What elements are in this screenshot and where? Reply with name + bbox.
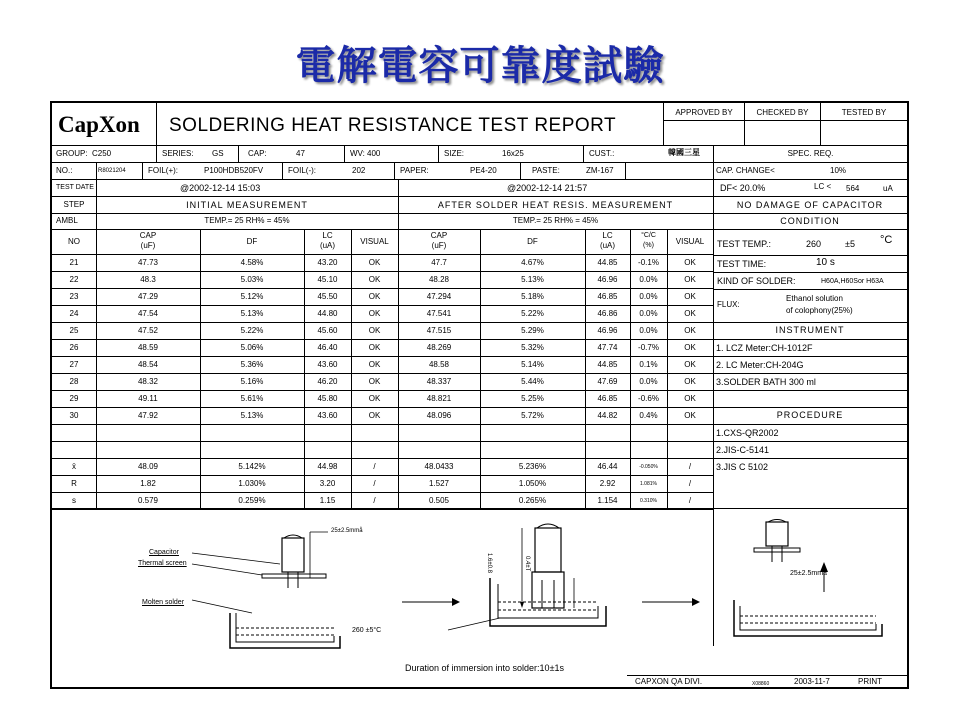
table-header-cell: CAP (uF)	[430, 231, 448, 250]
table-cell: 47.73	[137, 258, 159, 267]
molten-solder-label: Molten solder	[142, 599, 185, 606]
instrument-2: 2. LC Meter:CH-204G	[716, 360, 804, 370]
foil-neg-value: 202	[352, 166, 366, 175]
table-cell: OK	[368, 411, 381, 420]
date-initial: @2002-12-14 15:03	[180, 183, 261, 193]
table-cell: 5.13%	[521, 275, 544, 284]
table-cell: OK	[684, 377, 696, 386]
table-cell: 5.36%	[240, 360, 264, 369]
table-cell: 21	[69, 258, 79, 267]
dimension-label-3: 25±2.5mmå	[790, 570, 827, 577]
table-cell: /	[373, 479, 376, 488]
table-cell: x̄	[72, 462, 76, 471]
size-value: 16x25	[502, 149, 524, 158]
table-cell: OK	[684, 326, 696, 335]
table-cell: 5.16%	[240, 377, 264, 386]
cust-label: CUST.:	[589, 149, 615, 158]
table-cell: OK	[368, 275, 381, 284]
procedure-1: 1.CXS-QR2002	[716, 428, 779, 438]
table-cell: -0.7%	[638, 343, 659, 352]
table-cell: 0.579	[137, 496, 159, 505]
spec-req: SPEC. REQ.	[787, 149, 834, 158]
table-cell: 0.0%	[639, 377, 658, 386]
table-header-cell: NO	[68, 237, 80, 246]
procedure-2: 2.JIS-C-5141	[716, 445, 770, 455]
table-cell: 0.4%	[639, 411, 658, 420]
footer-print: PRINT	[858, 677, 882, 686]
table-cell: 5.13%	[240, 309, 264, 318]
table-cell: s	[72, 496, 76, 505]
test-report	[50, 101, 909, 689]
capacitor-label: Capacitor	[149, 549, 179, 556]
solder-label: KIND OF SOLDER:	[717, 276, 796, 286]
company-logo: CapXon	[58, 112, 140, 137]
footer-company: CAPXON QA DIVI.	[635, 677, 703, 686]
table-cell: 22	[69, 275, 79, 284]
table-cell: 25	[69, 326, 79, 335]
table-cell: 4.67%	[521, 258, 544, 267]
table-header-cell: LC (uA)	[599, 231, 616, 250]
foil-pos-label: FOIL(+):	[148, 166, 179, 175]
table-cell: 48.09	[137, 462, 159, 471]
table-cell: 48.337	[426, 377, 452, 386]
lc-unit: uA	[883, 184, 893, 193]
approved-by-label: APPROVED BY	[675, 108, 733, 117]
paper-value: PE4-20	[470, 166, 497, 175]
table-cell: /	[688, 462, 692, 471]
table-cell: 43.20	[317, 258, 338, 267]
table-header-cell: DF	[246, 237, 258, 246]
stage-2-illustration	[448, 524, 606, 630]
table-cell: OK	[368, 326, 381, 335]
table-cell: 46.44	[597, 462, 618, 471]
table-cell: 48.58	[428, 360, 450, 369]
table-cell: 45.10	[317, 275, 338, 284]
table-cell: 47.541	[426, 309, 452, 318]
table-cell: 46.85	[597, 394, 618, 403]
table-cell: 1.050%	[518, 479, 547, 488]
instrument-3: 3.SOLDER BATH 300 ml	[716, 377, 816, 387]
table-cell: OK	[684, 411, 696, 420]
table-cell: 47.69	[597, 377, 618, 386]
cap-change-label: CAP. CHANGE<	[716, 166, 775, 175]
table-cell: -0.6%	[638, 394, 659, 403]
table-cell: OK	[368, 343, 381, 352]
table-header-cell: °C/C (%)	[641, 232, 656, 249]
cap-value: 47	[296, 149, 305, 158]
table-cell: 48.28	[428, 275, 450, 284]
group-label: GROUP:	[56, 149, 88, 158]
table-cell: 46.86	[597, 309, 618, 318]
table-cell: 5.32%	[521, 343, 544, 352]
table-cell: 4.58%	[240, 258, 264, 267]
series-label: SERIES:	[162, 149, 194, 158]
table-cell: 5.14%	[521, 360, 544, 369]
after-measurement: AFTER SOLDER HEAT RESIS. MEASUREMENT	[437, 200, 674, 210]
table-cell: 5.22%	[240, 326, 264, 335]
table-cell: 5.13%	[240, 411, 264, 420]
cust-value: 韓國三星	[668, 148, 700, 157]
table-cell: -0.1%	[638, 258, 659, 267]
table-cell: 45.80	[317, 394, 338, 403]
table-cell: 1.82	[140, 479, 156, 488]
table-cell: 46.96	[597, 326, 618, 335]
procedure-label: PROCEDURE	[776, 410, 844, 420]
table-cell: OK	[368, 258, 381, 267]
foil-pos-value: P100HDB520FV	[204, 166, 264, 175]
test-temp-value: 260	[806, 239, 822, 249]
table-cell: R	[71, 479, 77, 488]
test-temp-unit: °C	[880, 234, 893, 246]
table-cell: 5.18%	[521, 292, 544, 301]
table-cell: 29	[69, 394, 79, 403]
table-cell: 48.3	[140, 275, 156, 284]
table-cell: 5.44%	[521, 377, 544, 386]
table-cell: 48.096	[426, 411, 452, 420]
wv-label: WV: 400	[350, 149, 381, 158]
temperature-label: 260 ±5°C	[352, 627, 382, 634]
table-header-cell: LC (uA)	[319, 231, 336, 250]
table-cell: 48.59	[137, 343, 159, 352]
lc-limit: LC <	[814, 182, 832, 191]
table-cell: 47.294	[426, 292, 452, 301]
table-cell: 0.0%	[639, 309, 658, 318]
no-label: NO.:	[56, 166, 73, 175]
table-cell: 28	[69, 377, 79, 386]
test-date-label: TEST DATE	[56, 184, 94, 191]
table-cell: 1.15	[319, 496, 336, 505]
table-header-cell: DF	[527, 237, 538, 246]
flux-label: FLUX:	[717, 300, 740, 309]
step-label: STEP	[63, 200, 85, 209]
test-time-label: TEST TIME:	[717, 259, 767, 269]
table-cell: 47.74	[597, 343, 618, 352]
table-cell: 0.505	[428, 496, 450, 505]
footer-date: 2003-11-7	[794, 677, 830, 686]
table-cell: 0.259%	[238, 496, 266, 505]
condition-label: CONDITION	[780, 216, 840, 226]
table-cell: 0.310%	[640, 498, 657, 504]
lc-value: 564	[846, 184, 860, 193]
table-cell: 47.515	[426, 326, 452, 335]
thermal-screen-label: Thermal screen	[138, 560, 187, 567]
procedure-3: 3.JIS C 5102	[716, 462, 769, 472]
table-cell: 30	[69, 411, 79, 420]
table-header-cell: VISUAL	[675, 237, 705, 246]
table-cell: 5.03%	[240, 275, 264, 284]
table-cell: OK	[368, 394, 381, 403]
table-header-cell: VISUAL	[360, 237, 389, 246]
table-cell: /	[373, 496, 376, 505]
report-title: SOLDERING HEAT RESISTANCE TEST REPORT	[169, 115, 617, 136]
lead-left-label: 1.6±0.8	[486, 553, 492, 573]
table-cell: OK	[684, 258, 696, 267]
table-cell: 47.54	[137, 309, 159, 318]
ambl-label: AMBL	[56, 216, 78, 225]
group-value: C250	[92, 149, 112, 158]
table-cell: 2.92	[599, 479, 616, 488]
flux-value-1: Ethanol solution	[786, 294, 843, 303]
table-cell: 44.82	[597, 411, 618, 420]
table-cell: 49.11	[138, 394, 158, 403]
table-cell: 0.265%	[518, 496, 547, 505]
table-cell: 1.030%	[238, 479, 266, 488]
instrument-label: INSTRUMENT	[775, 325, 845, 335]
table-cell: 0.1%	[639, 360, 658, 369]
temp-after: TEMP.= 25 RH% = 45%	[512, 216, 599, 225]
table-cell: OK	[368, 292, 381, 301]
table-cell: 44.85	[597, 258, 618, 267]
paper-label: PAPER:	[400, 166, 429, 175]
table-cell: 44.85	[597, 360, 618, 369]
table-cell: 5.06%	[240, 343, 264, 352]
date-after: @2002-12-14 21:57	[507, 183, 588, 193]
table-cell: /	[373, 462, 376, 471]
no-damage: NO DAMAGE OF CAPACITOR	[736, 200, 884, 210]
table-cell: 45.60	[317, 326, 338, 335]
table-cell: 5.236%	[518, 462, 547, 471]
solder-value: H60A,H60Sor H63A	[821, 278, 884, 285]
table-cell: 0.0%	[639, 292, 658, 301]
df-limit: DF< 20.0%	[720, 183, 766, 193]
table-cell: 48.269	[426, 343, 452, 352]
paste-label: PASTE:	[532, 166, 560, 175]
table-cell: 1.081%	[640, 481, 657, 487]
temp-initial: TEMP.= 25 RH% = 45%	[204, 216, 290, 225]
test-time-value: 10 s	[816, 257, 835, 268]
table-cell: 47.52	[137, 326, 159, 335]
table-cell: 5.25%	[521, 394, 544, 403]
table-cell: 44.80	[317, 309, 338, 318]
test-temp-tol: ±5	[845, 239, 855, 249]
table-cell: OK	[684, 309, 696, 318]
table-cell: 46.85	[597, 292, 618, 301]
table-cell: 43.60	[317, 360, 338, 369]
immersion-duration: Duration of immersion into solder:10±1s	[405, 663, 565, 673]
table-cell: OK	[684, 292, 696, 301]
table-cell: 3.20	[319, 479, 336, 488]
table-cell: 46.96	[597, 275, 618, 284]
table-cell: 47.29	[137, 292, 159, 301]
table-cell: 24	[69, 309, 79, 318]
lead-right-label: 0.4±T	[524, 556, 530, 572]
table-cell: 43.60	[317, 411, 338, 420]
table-cell: 48.0433	[424, 462, 454, 471]
size-label: SIZE:	[444, 149, 465, 158]
no-value: R8021204	[98, 168, 126, 174]
table-cell: 46.40	[317, 343, 338, 352]
initial-measurement: INITIAL MEASUREMENT	[186, 200, 308, 210]
table-cell: 27	[69, 360, 79, 369]
instrument-1: 1. LCZ Meter:CH-1012F	[716, 343, 813, 353]
table-cell: OK	[368, 377, 381, 386]
table-cell: 1.527	[428, 479, 450, 488]
table-cell: 0.0%	[639, 326, 658, 335]
table-cell: 48.54	[137, 360, 159, 369]
table-cell: 23	[69, 292, 79, 301]
test-temp-label: TEST TEMP.:	[717, 239, 772, 249]
table-cell: OK	[368, 309, 381, 318]
table-header-cell: CAP (uF)	[139, 231, 157, 250]
table-cell: -0.050%	[639, 464, 658, 470]
table-cell: OK	[684, 275, 696, 284]
cap-change-value: 10%	[830, 166, 847, 175]
table-cell: 48.821	[426, 394, 452, 403]
table-cell: 5.61%	[240, 394, 264, 403]
table-cell: 5.12%	[240, 292, 264, 301]
table-cell: OK	[684, 394, 696, 403]
table-cell: 47.92	[137, 411, 159, 420]
table-cell: 46.20	[317, 377, 338, 386]
table-cell: 47.7	[431, 258, 447, 267]
table-cell: 5.142%	[238, 462, 266, 471]
table-cell: 5.29%	[521, 326, 544, 335]
stage-1-illustration	[192, 532, 340, 648]
table-cell: /	[688, 496, 692, 505]
footer-code: X08860	[752, 681, 770, 687]
paste-value: ZM-167	[586, 166, 614, 175]
slide-title: 電解電容可靠度試驗	[295, 43, 665, 89]
table-cell: 5.22%	[521, 309, 544, 318]
table-cell: 26	[69, 343, 79, 352]
dimension-label-1: 25±2.5mmå	[331, 528, 363, 534]
table-cell: 44.98	[317, 462, 338, 471]
table-cell: 5.72%	[521, 411, 544, 420]
flux-value-2: of colophony(25%)	[786, 306, 853, 315]
table-cell: /	[688, 479, 692, 488]
cap-label: CAP:	[248, 149, 267, 158]
checked-by-label: CHECKED BY	[756, 108, 809, 117]
table-cell: 1.154	[597, 496, 618, 505]
table-cell: 45.50	[317, 292, 338, 301]
series-value: GS	[212, 149, 224, 158]
immersion-diagram	[112, 518, 902, 668]
tested-by-label: TESTED BY	[841, 108, 887, 117]
table-cell: 48.32	[137, 377, 159, 386]
table-cell: OK	[684, 360, 696, 369]
table-cell: 0.0%	[639, 275, 658, 284]
foil-neg-label: FOIL(-):	[288, 166, 316, 175]
table-cell: OK	[368, 360, 381, 369]
table-cell: OK	[684, 343, 696, 352]
